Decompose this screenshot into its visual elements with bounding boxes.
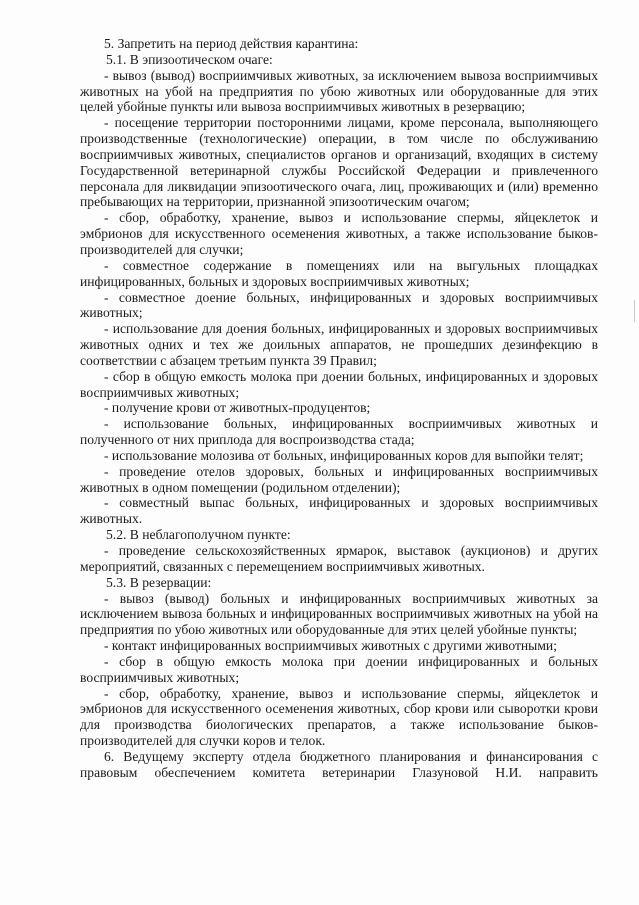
- paragraph-item: - сбор, обработку, хранение, вывоз и использование спермы, яйцеклеток и эмбрионов для искусственного осеменения животных, сбор крови или сыворотки крови для производства биологических препаратов, а также использование быков-производителей для случки коров и телок.: [80, 685, 598, 749]
- scan-edge-mark: [634, 300, 635, 322]
- section-5-heading: 5. Запретить на период действия карантина:: [104, 36, 359, 51]
- paragraph-item: - использование больных, инфицированных восприимчивых животных и полученного от них приплода для воспроизводства стада;: [80, 416, 598, 448]
- paragraph-item: - проведение сельскохозяйственных ярмарок, выставок (аукционов) и других мероприятий, связанных с перемещением восприимчивых животных.: [80, 543, 598, 574]
- paragraph-item: - использование для доения больных, инфицированных и здоровых восприимчивых животных одних и тех же доильных аппаратов, не прошедших дезинфекцию в соответствии с абзацем третьим пункта 39 Правил;: [80, 321, 598, 368]
- section-5-2-heading: 5.2. В неблагополучном пункте:: [106, 527, 291, 543]
- paragraph-item: - сбор в общую емкость молока при доении больных, инфицированных и здоровых восприимчивых животных;: [80, 368, 598, 400]
- section-6-paragraph: 6. Ведущему эксперту отдела бюджетного планирования и финансирования с правовым обеспечением комитета ветеринарии Глазуновой Н.И. направить: [80, 748, 598, 780]
- paragraph-item: - проведение отелов здоровых, больных и инфицированных восприимчивых животных в одном помещении (родильном отделении);: [80, 463, 598, 495]
- paragraph-item: - посещение территории посторонними лицами, кроме персонала, выполняющего производственные (технологические) операции, в том числе по обслуживанию восприимчивых животных, специалистов органов и организаций, входящих в систему Государственной ветеринарной службы Российской Федерации и привлеченного персонала для ликвидации эпизоотического очага, лиц, проживающих и (или) временно пребывающих на территории, признанной эпизоотическим очагом;: [80, 115, 598, 210]
- paragraph-item: - сбор в общую емкость молока при доении инфицированных и больных восприимчивых животных;: [80, 653, 598, 685]
- paragraph-item: - совместное содержание в помещениях или на выгульных площадках инфицированных, больных и здоровых восприимчивых животных;: [80, 257, 598, 289]
- paragraph-item: - совместный выпас больных, инфицированных и здоровых восприимчивых животных.: [80, 495, 598, 527]
- paragraph-item: - получение крови от животных-продуцентов;: [104, 400, 371, 416]
- paragraph-item: - контакт инфицированных восприимчивых животных с другими животными;: [104, 638, 557, 654]
- paragraph-item: - сбор, обработку, хранение, вывоз и использование спермы, яйцеклеток и эмбрионов для искусственного осеменения животных, а также использование быков-производителей для случки;: [80, 210, 598, 257]
- document-body: [80, 36, 598, 781]
- section-5-1-heading: 5.1. В эпизоотическом очаге:: [106, 51, 273, 67]
- section-5-3-heading: 5.3. В резервации:: [106, 574, 212, 590]
- paragraph-item: - совместное доение больных, инфицированных и здоровых восприимчивых животных;: [80, 289, 598, 321]
- paragraph-item: - вывоз (вывод) больных и инфицированных восприимчивых животных за исключением вывоза больных и инфицированных восприимчивых животных на убой на предприятия по убою животных или оборудованные для этих целей убойные пункты;: [80, 590, 598, 638]
- paragraph-item: - использование молозива от больных, инфицированных коров для выпойки телят;: [104, 447, 584, 463]
- paragraph-item: - вывоз (вывод) восприимчивых животных, за исключением вывоза восприимчивых животных на убой на предприятия по убою животных или оборудованные для этих целей убойные пункты или вывоза восприимчивых животных в резервацию;: [80, 67, 598, 115]
